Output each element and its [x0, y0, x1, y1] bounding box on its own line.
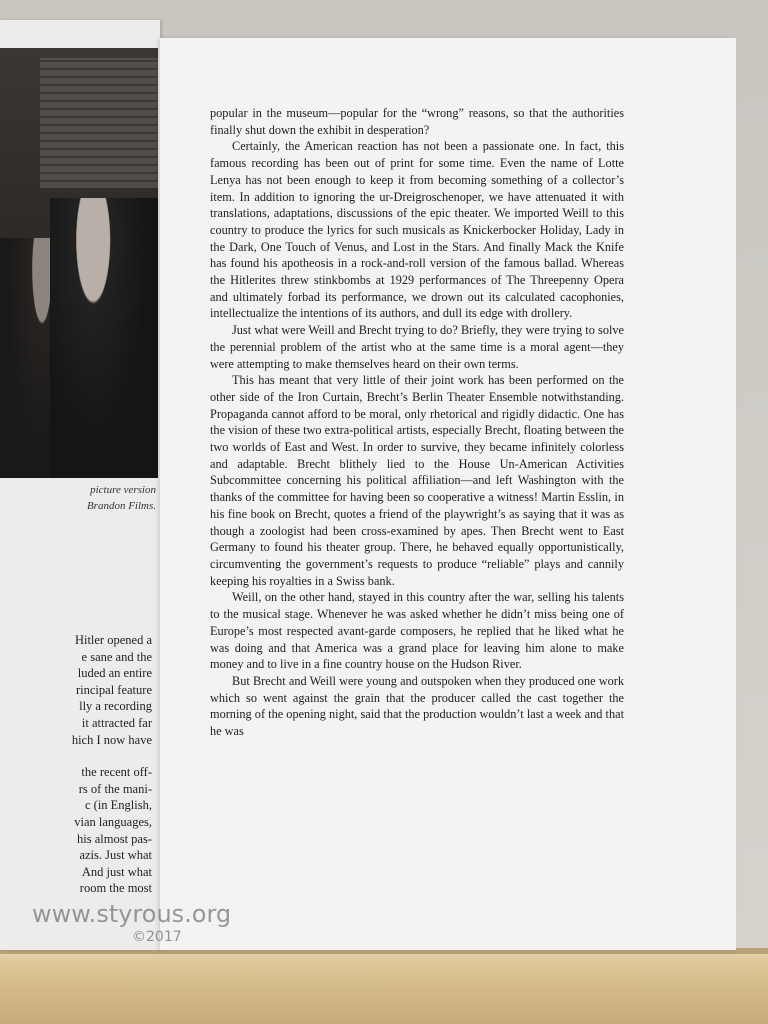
left-column-text [0, 632, 152, 897]
article-body [210, 105, 624, 740]
text-line: e sane and the [81, 649, 152, 664]
text-line: lly a recording [79, 699, 152, 714]
caption-line: Brandon Films. [86, 500, 156, 512]
paragraph: This has meant that very little of their joint work has been performed on the other side of the Iron Curtain, Brecht’s Berlin Theater Ensemble notwithstanding. Propaganda cannot afford to be moral, only rhetorical and rigidly didactic. One has the vision of these two extra-political artists, especially Brecht, floating between the two worlds of East and West. In order to survive, they became infinitely colorless and adaptable. Brecht blithely lied to the House Un-American Activities Subcommittee concerning his political affiliation—and left Washington with the thanks of the committee for having been so cooperative a witness! Martin Esslin, in his fine book on Brecht, quotes a friend of the playwright’s as saying that it was as though a zoologist had been cross-examined by apes. Then Brecht went to East Germany to found his theater group. There, he behaved equally opportunistically, circumventing the government’s requests to produce “reliable” plays and cannily keeping his royalties in a Swiss bank. [210, 373, 624, 588]
text-line: luded an entire [77, 666, 152, 681]
photo-brick-wall [40, 58, 158, 188]
paragraph: Weill, on the other hand, stayed in this country after the war, selling his talents to the musical stage. Whenever he was asked whether he didn’t miss being one of Europe’s most respected avant-garde composers, he replied that he liked what he was doing and that America was a grand place for leaving him alone to make money and to live in a fine country house on the Hudson River. [210, 590, 624, 672]
caption-line: picture version [90, 484, 156, 496]
paragraph: Certainly, the American reaction has not been a passionate one. In fact, this famous recording has been out of print for some time. Even the name of Lotte Lenya has not been enough to keep it from becoming something of a collector’s item. In addition to ignoring the ur-Dreigroschenoper, we have attenuated it with translations, adaptations, discussions of the epic theater. We imported Weill to this country to produce the lyrics for such musicals as Knickerbocker Holiday, Lady in the Dark, One Touch of Venus, and Lost in the Stars. And finally Mack the Knife has found his apotheosis in a rock-and-roll version of the famous ballad. Whereas the Hitlerites threw stinkbombs at 1929 performances of The Threepenny Opera and ultimately forbad its performance, we drown out its calculated cacophonies, intellectualize the intentions of its authors, and dull its edge with drollery. [210, 139, 624, 321]
text-line: his almost pas- [77, 831, 152, 846]
right-page [160, 38, 736, 950]
text-line: azis. Just what [79, 848, 152, 863]
photo-figure-woman [50, 198, 158, 478]
photo-caption [0, 482, 156, 514]
paragraph-gap [0, 748, 152, 764]
text-line: vian languages, [74, 814, 152, 829]
text-line: it attracted far [81, 715, 152, 730]
text-line: the recent off- [81, 765, 152, 780]
text-line: Hitler opened a [74, 633, 152, 647]
text-line: And just what [81, 864, 152, 879]
text-line: hich I now have [71, 732, 152, 747]
site-watermark: www.styrous.org [32, 900, 232, 928]
paragraph: Just what were Weill and Brecht trying to do? Briefly, they were trying to solve the perennial problem of the artist who at the same time is a moral agent—they were attempting to make themselves heard on their own terms. [210, 323, 624, 371]
text-line: rs of the mani- [78, 781, 152, 796]
copyright-watermark: ©2017 [132, 929, 182, 945]
text-line: rincipal feature [76, 682, 152, 697]
paragraph: But Brecht and Weill were young and outspoken when they produced one work which so went against the grain that the producer called the cast together the morning of the opening night, said that the production wouldn’t last a week and that he was [210, 673, 624, 739]
text-line: room the most [79, 881, 152, 896]
paragraph: popular in the museum—popular for the “wrong” reasons, so that the authorities finally shut down the exhibit in desperation? [210, 106, 624, 137]
left-page [0, 20, 160, 950]
text-line: c (in English, [84, 798, 152, 813]
wooden-shelf [0, 948, 768, 1024]
film-still-photo [0, 48, 158, 478]
